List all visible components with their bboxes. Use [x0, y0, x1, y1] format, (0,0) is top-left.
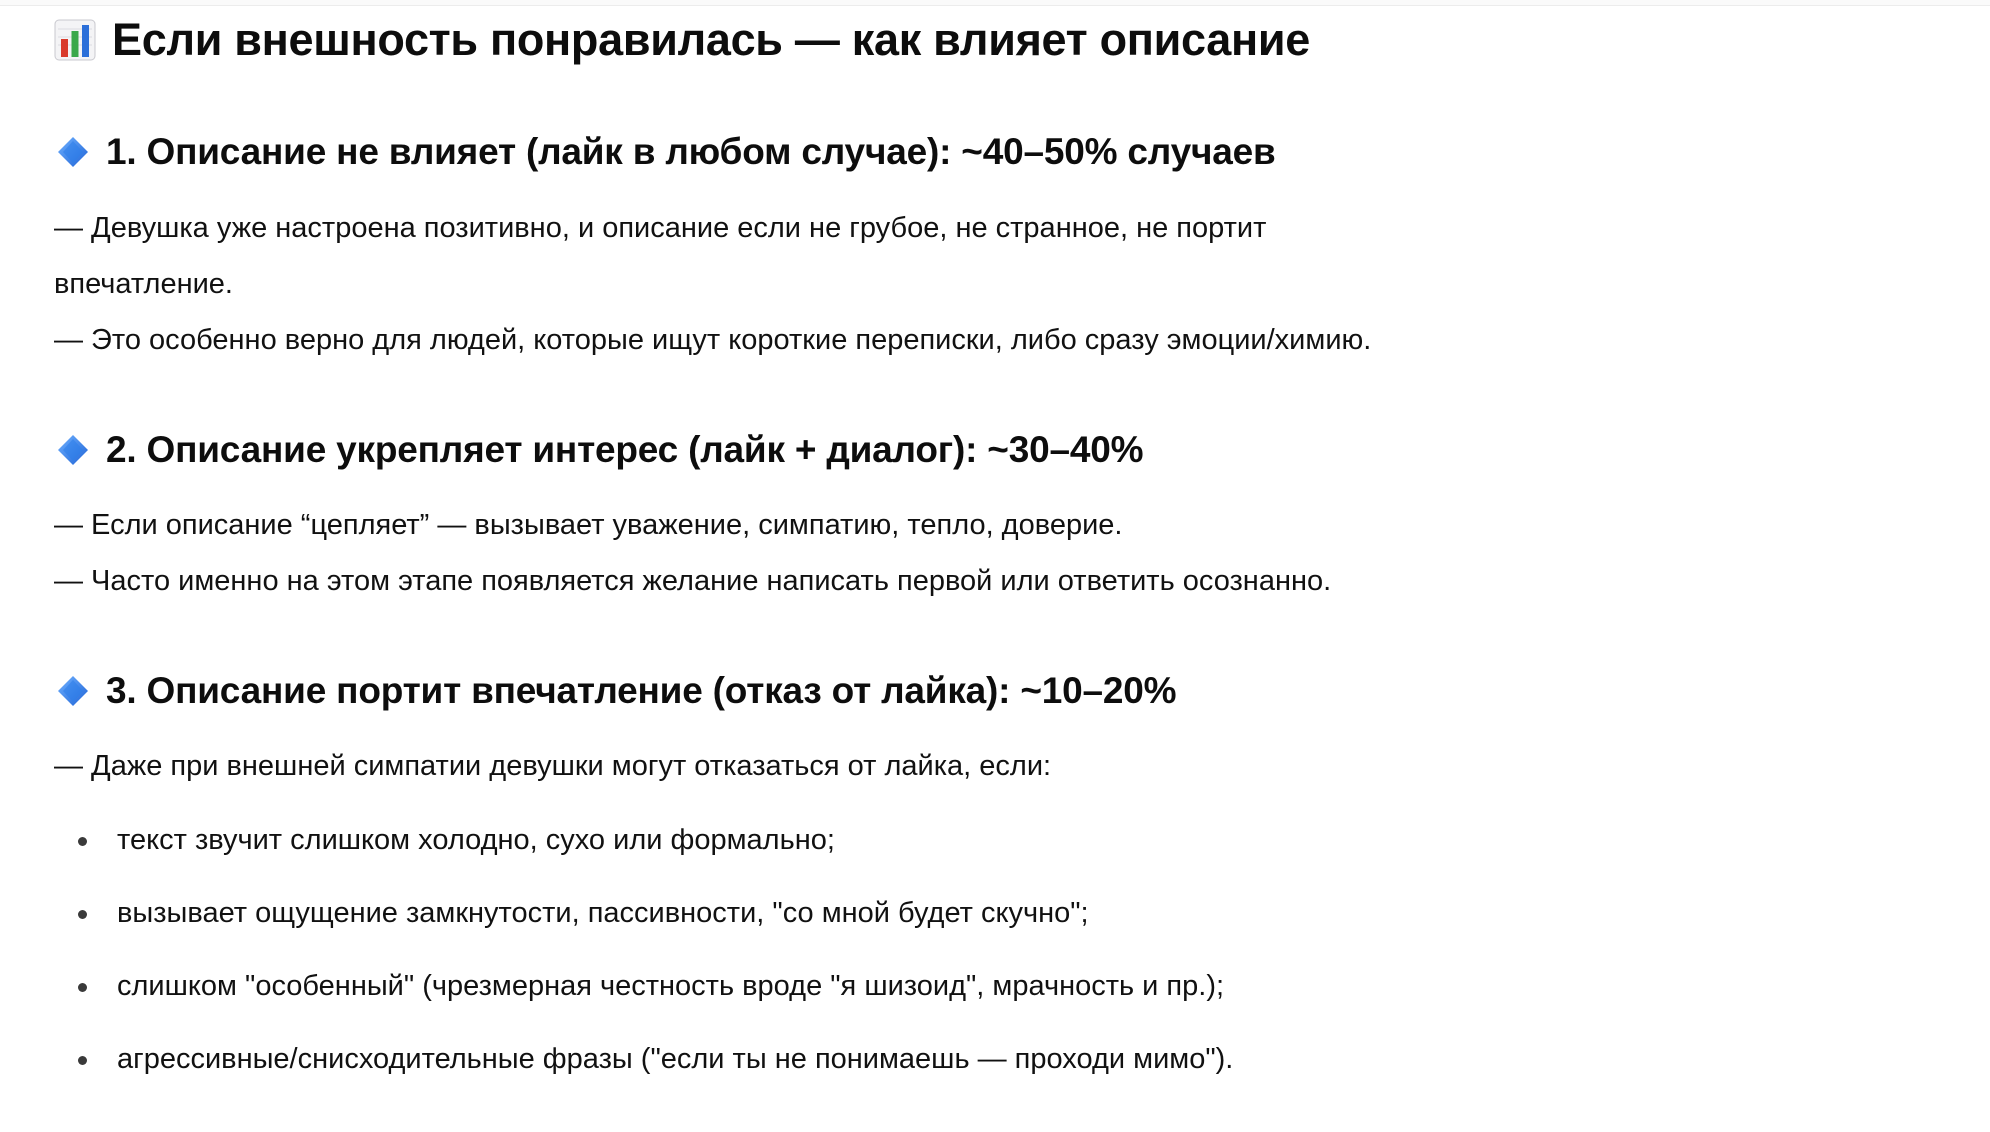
list-item-text: слишком "особенный" (чрезмерная честность вроде "я шизоид", мрачность и пр.);: [117, 969, 1225, 1002]
section-1-heading: [56, 127, 1276, 177]
page-title: [54, 12, 1310, 68]
bullet-icon: [78, 910, 87, 919]
section-1-heading-text: 1. Описание не влияет (лайк в любом случае): ~40–50% случаев: [106, 131, 1276, 172]
blue-diamond-icon: [56, 674, 90, 708]
list-item: [78, 1039, 1233, 1079]
list-item-text: текст звучит слишком холодно, сухо или формально;: [117, 823, 835, 856]
top-divider: [0, 0, 1990, 6]
list-item-text: вызывает ощущение замкнутости, пассивности, "со мной будет скучно";: [117, 896, 1089, 929]
list-item: [78, 820, 835, 860]
title-text: Если внешность понравилась — как влияет описание: [112, 14, 1311, 65]
section-2-line-1: — Если описание “цепляет” — вызывает уважение, симпатию, тепло, доверие.: [54, 509, 1123, 541]
section-1-line-2: впечатление.: [54, 268, 233, 300]
blue-diamond-icon: [56, 135, 90, 169]
section-2-line-2: — Часто именно на этом этапе появляется желание написать первой или ответить осознанно.: [54, 565, 1332, 597]
bullet-icon: [78, 1056, 87, 1065]
section-3-heading: [56, 666, 1176, 716]
list-item-text: агрессивные/снисходительные фразы ("если ты не понимаешь — проходи мимо").: [117, 1042, 1234, 1075]
list-item: [78, 966, 1224, 1006]
section-1-line-3: — Это особенно верно для людей, которые ищут короткие переписки, либо сразу эмоции/химию.: [54, 324, 1372, 356]
section-3-line-1: — Даже при внешней симпатии девушки могут отказаться от лайка, если:: [54, 750, 1052, 782]
section-3-heading-text: 3. Описание портит впечатление (отказ от лайка): ~10–20%: [106, 670, 1177, 711]
bullet-icon: [78, 837, 87, 846]
section-2-heading-text: 2. Описание укрепляет интерес (лайк + диалог): ~30–40%: [106, 429, 1144, 470]
bar-chart-icon: [54, 19, 96, 61]
section-1-line-1: — Девушка уже настроена позитивно, и описание если не грубое, не странное, не портит: [54, 212, 1267, 244]
bullet-icon: [78, 983, 87, 992]
blue-diamond-icon: [56, 433, 90, 467]
section-2-heading: [56, 425, 1143, 475]
list-item: [78, 893, 1089, 933]
